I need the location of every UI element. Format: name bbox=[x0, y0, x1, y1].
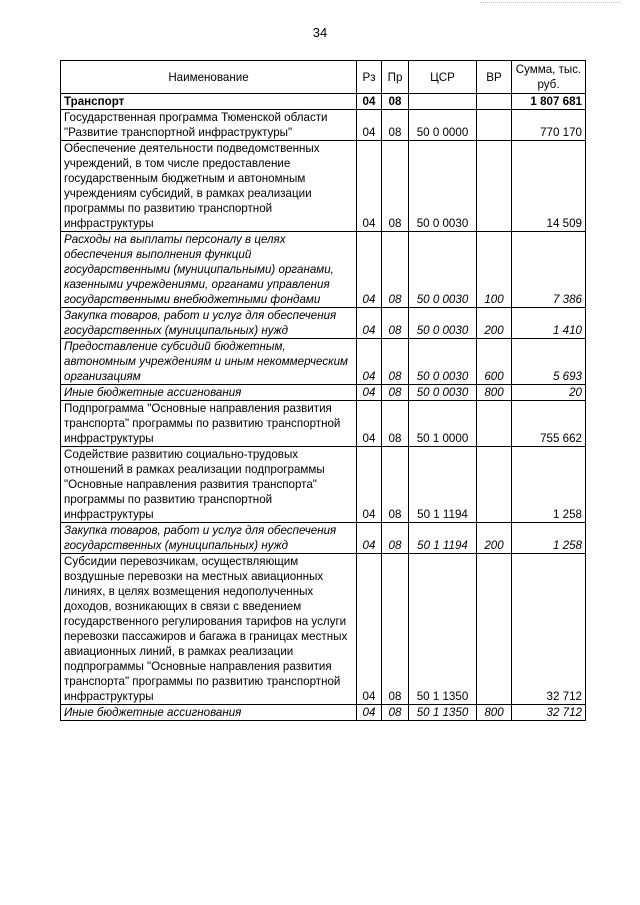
budget-table bbox=[60, 60, 586, 721]
cell-csr: 50 0 0030 bbox=[409, 141, 477, 232]
cell-pr: 08 bbox=[382, 705, 409, 721]
cell-pr: 08 bbox=[382, 385, 409, 401]
table-row bbox=[61, 308, 586, 339]
cell-name: Содействие развитию социально-трудовых отношений в рамках реализации подпрограммы "Основные направления развития транспорта" программы по развитию транспортной инфраструктуры bbox=[61, 447, 357, 523]
cell-csr: 50 0 0000 bbox=[409, 110, 477, 141]
cell-vr bbox=[477, 554, 512, 705]
cell-pr: 08 bbox=[382, 232, 409, 308]
cell-rz: 04 bbox=[357, 447, 382, 523]
table-row bbox=[61, 523, 586, 554]
cell-sum: 5 693 bbox=[512, 339, 586, 385]
cell-pr: 08 bbox=[382, 308, 409, 339]
cell-rz: 04 bbox=[357, 232, 382, 308]
cell-name: Обеспечение деятельности подведомственных учреждений, в том числе предоставление государственным бюджетным и автономным учреждениям субсидий, в рамках реализации программы по развитию транспортной инфраструктуры bbox=[61, 141, 357, 232]
cell-sum: 14 509 bbox=[512, 141, 586, 232]
cell-csr: 50 1 1194 bbox=[409, 523, 477, 554]
cell-sum: 32 712 bbox=[512, 705, 586, 721]
cell-sum: 755 662 bbox=[512, 401, 586, 447]
header-name: Наименование bbox=[61, 61, 357, 94]
table-row bbox=[61, 110, 586, 141]
cell-csr: 50 1 0000 bbox=[409, 401, 477, 447]
table-row bbox=[61, 141, 586, 232]
cell-pr: 08 bbox=[382, 554, 409, 705]
header-pr: Пр bbox=[382, 61, 409, 94]
table-row bbox=[61, 94, 586, 110]
cell-name: Расходы на выплаты персоналу в целях обеспечения выполнения функций государственными (муниципальными) органами, казенными учреждениями, органами управления государственными внебюджетными фондами bbox=[61, 232, 357, 308]
cell-sum: 1 410 bbox=[512, 308, 586, 339]
header-csr: ЦСР bbox=[409, 61, 477, 94]
scan-edge-mark bbox=[480, 2, 620, 4]
table-row bbox=[61, 705, 586, 721]
cell-rz: 04 bbox=[357, 94, 382, 110]
cell-rz: 04 bbox=[357, 141, 382, 232]
cell-vr bbox=[477, 110, 512, 141]
cell-vr bbox=[477, 401, 512, 447]
page-number: 34 bbox=[312, 25, 328, 40]
cell-csr: 50 0 0030 bbox=[409, 308, 477, 339]
cell-name: Закупка товаров, работ и услуг для обеспечения государственных (муниципальных) нужд bbox=[61, 308, 357, 339]
table-row bbox=[61, 401, 586, 447]
table-row bbox=[61, 339, 586, 385]
cell-name: Подпрограмма "Основные направления развития транспорта" программы по развитию транспортной инфраструктуры bbox=[61, 401, 357, 447]
table-row bbox=[61, 232, 586, 308]
cell-pr: 08 bbox=[382, 94, 409, 110]
cell-vr: 800 bbox=[477, 385, 512, 401]
cell-pr: 08 bbox=[382, 401, 409, 447]
cell-vr: 800 bbox=[477, 705, 512, 721]
cell-vr: 200 bbox=[477, 523, 512, 554]
cell-rz: 04 bbox=[357, 308, 382, 339]
cell-csr: 50 0 0030 bbox=[409, 339, 477, 385]
cell-name: Иные бюджетные ассигнования bbox=[61, 705, 357, 721]
cell-name: Государственная программа Тюменской области "Развитие транспортной инфраструктуры" bbox=[61, 110, 357, 141]
cell-rz: 04 bbox=[357, 339, 382, 385]
table-row bbox=[61, 447, 586, 523]
header-vr: ВР bbox=[477, 61, 512, 94]
cell-rz: 04 bbox=[357, 385, 382, 401]
cell-name: Предоставление субсидий бюджетным, автономным учреждениям и иным некоммерческим организациям bbox=[61, 339, 357, 385]
cell-rz: 04 bbox=[357, 554, 382, 705]
cell-rz: 04 bbox=[357, 523, 382, 554]
cell-csr bbox=[409, 94, 477, 110]
cell-name: Иные бюджетные ассигнования bbox=[61, 385, 357, 401]
cell-csr: 50 1 1350 bbox=[409, 705, 477, 721]
cell-pr: 08 bbox=[382, 110, 409, 141]
cell-csr: 50 1 1350 bbox=[409, 554, 477, 705]
cell-pr: 08 bbox=[382, 339, 409, 385]
table-header-row bbox=[61, 61, 586, 94]
cell-name: Транспорт bbox=[61, 94, 357, 110]
table-row bbox=[61, 385, 586, 401]
cell-pr: 08 bbox=[382, 447, 409, 523]
cell-rz: 04 bbox=[357, 705, 382, 721]
cell-sum: 20 bbox=[512, 385, 586, 401]
header-sum: Сумма, тыс. руб. bbox=[512, 61, 586, 94]
cell-sum: 32 712 bbox=[512, 554, 586, 705]
cell-csr: 50 0 0030 bbox=[409, 385, 477, 401]
cell-csr: 50 0 0030 bbox=[409, 232, 477, 308]
cell-vr bbox=[477, 447, 512, 523]
table-body bbox=[61, 94, 586, 721]
cell-rz: 04 bbox=[357, 401, 382, 447]
cell-name: Закупка товаров, работ и услуг для обеспечения государственных (муниципальных) нужд bbox=[61, 523, 357, 554]
cell-vr: 200 bbox=[477, 308, 512, 339]
table-row bbox=[61, 554, 586, 705]
cell-vr bbox=[477, 94, 512, 110]
cell-vr: 100 bbox=[477, 232, 512, 308]
cell-sum: 7 386 bbox=[512, 232, 586, 308]
cell-sum: 1 258 bbox=[512, 523, 586, 554]
cell-vr: 600 bbox=[477, 339, 512, 385]
cell-pr: 08 bbox=[382, 141, 409, 232]
cell-csr: 50 1 1194 bbox=[409, 447, 477, 523]
cell-vr bbox=[477, 141, 512, 232]
cell-sum: 770 170 bbox=[512, 110, 586, 141]
cell-sum: 1 807 681 bbox=[512, 94, 586, 110]
cell-sum: 1 258 bbox=[512, 447, 586, 523]
cell-name: Субсидии перевозчикам, осуществляющим воздушные перевозки на местных авиационных линиях, в целях возмещения недополученных доходов, возникающих в связи с введением государственного регулирования тарифов на услуги перевозки пассажиров и багажа в границах местных авиационных линий, в рамках реализации подпрограммы "Основные направления развития транспорта" программы по развитию транспортной инфраструктуры bbox=[61, 554, 357, 705]
cell-rz: 04 bbox=[357, 110, 382, 141]
cell-pr: 08 bbox=[382, 523, 409, 554]
header-rz: Рз bbox=[357, 61, 382, 94]
